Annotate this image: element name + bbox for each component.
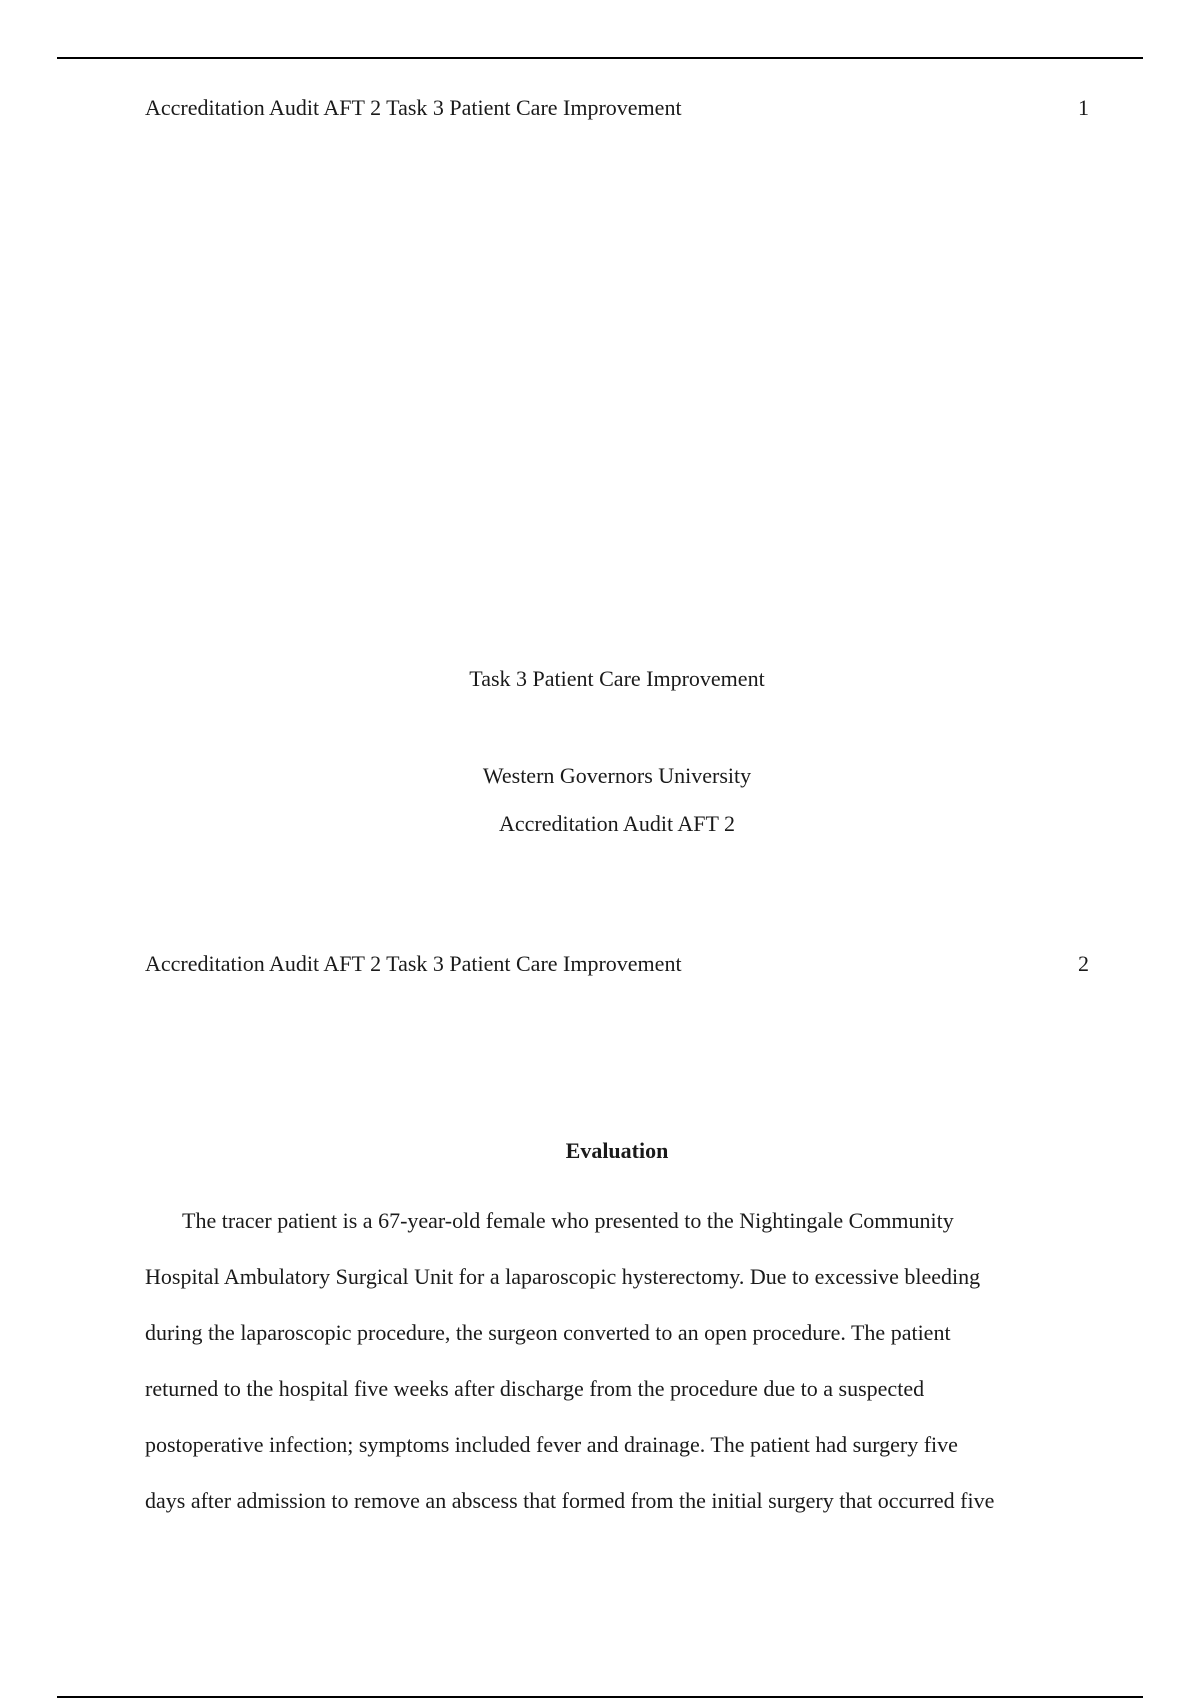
page-number: 2 (1078, 951, 1089, 976)
paragraph-line: returned to the hospital five weeks after discharge from the procedure due to a suspected (145, 1376, 925, 1401)
page-top-border (57, 57, 1143, 59)
institution-name: Western Governors University (482, 763, 752, 788)
paragraph-line: postoperative infection; symptoms included fever and drainage. The patient had surgery five (145, 1432, 958, 1457)
body-paragraph (145, 1205, 1089, 1541)
paragraph-line: days after admission to remove an abscess that formed from the initial surgery that occurred five (145, 1488, 995, 1513)
page-number: 1 (1078, 95, 1089, 120)
paper-title: Task 3 Patient Care Improvement (469, 666, 765, 691)
page-bottom-border (57, 1696, 1143, 1698)
paragraph-line: Hospital Ambulatory Surgical Unit for a laparoscopic hysterectomy. Due to excessive bleeding (145, 1264, 981, 1289)
section-heading: Evaluation (565, 1138, 669, 1163)
course-name: Accreditation Audit AFT 2 (498, 811, 736, 836)
running-head-title: Accreditation Audit AFT 2 Task 3 Patient Care Improvement (145, 951, 682, 976)
paragraph-line: during the laparoscopic procedure, the surgeon converted to an open procedure. The patient (145, 1320, 951, 1345)
running-head-title: Accreditation Audit AFT 2 Task 3 Patient Care Improvement (145, 95, 682, 120)
paragraph-line: The tracer patient is a 67-year-old female who presented to the Nightingale Community (182, 1208, 954, 1233)
